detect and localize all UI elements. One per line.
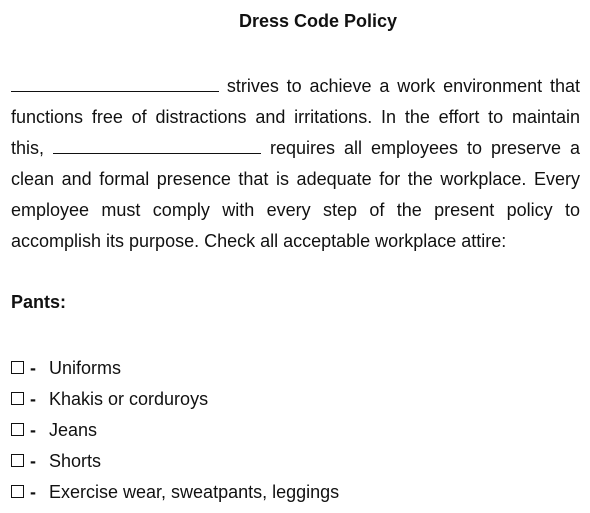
checkbox-shorts[interactable] <box>11 454 24 467</box>
company-name-blank-1[interactable] <box>11 77 219 92</box>
paragraph-line: employee must comply with every step of the present policy to <box>11 200 580 220</box>
policy-paragraph <box>11 71 580 257</box>
separator-dash: - <box>30 450 36 471</box>
paragraph-text: requires all employees to preserve a <box>269 138 580 158</box>
checkbox-uniforms[interactable] <box>11 361 24 374</box>
pants-section-heading: Pants: <box>11 292 67 312</box>
paragraph-line: accomplish its purpose. Check all acceptable workplace attire: <box>11 231 507 251</box>
list-item <box>11 476 339 507</box>
checkbox-jeans[interactable] <box>11 423 24 436</box>
list-item <box>11 352 339 383</box>
list-item <box>11 445 339 476</box>
checkbox-exercise-wear[interactable] <box>11 485 24 498</box>
paragraph-line <box>11 71 580 102</box>
separator-dash: - <box>30 388 36 409</box>
item-label: Exercise wear, sweatpants, leggings <box>49 481 340 502</box>
separator-dash: - <box>30 357 36 378</box>
pants-checklist <box>11 352 339 507</box>
list-item <box>11 414 339 445</box>
item-label: Uniforms <box>49 357 122 378</box>
separator-dash: - <box>30 481 36 502</box>
paragraph-line <box>11 133 580 164</box>
paragraph-text: strives to achieve a work environment that <box>226 76 580 96</box>
page-title: Dress Code Policy <box>238 11 398 31</box>
paragraph-line: functions free of distractions and irritations. In the effort to maintain <box>11 107 580 127</box>
company-name-blank-2[interactable] <box>53 139 261 154</box>
list-item <box>11 383 339 414</box>
paragraph-line: clean and formal presence that is adequate for the workplace. Every <box>11 169 580 189</box>
item-label: Jeans <box>49 419 98 440</box>
item-label: Shorts <box>49 450 102 471</box>
paragraph-text: this, <box>11 138 45 158</box>
separator-dash: - <box>30 419 36 440</box>
item-label: Khakis or corduroys <box>49 388 209 409</box>
checkbox-khakis[interactable] <box>11 392 24 405</box>
